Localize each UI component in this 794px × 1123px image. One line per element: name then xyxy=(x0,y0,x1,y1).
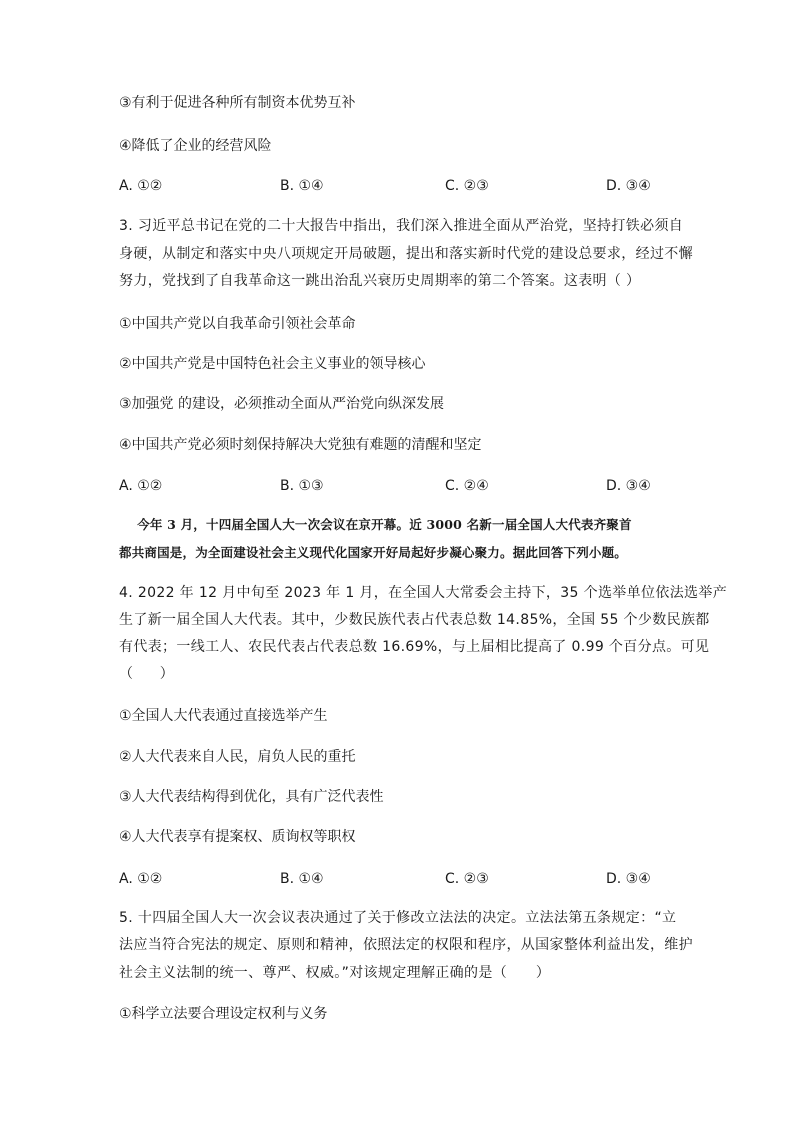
q2-statement-4: ④降低了企业的经营风险 xyxy=(119,138,272,154)
q4-stem-line-4: （ ） xyxy=(119,666,174,682)
q3-stem-line-2: 身硬，从制定和落实中央八项规定开局破题，提出和落实新时代党的建设总要求，经过不懈 xyxy=(119,246,693,262)
q3-statement-1: ①中国共产党以自我革命引领社会革命 xyxy=(119,316,356,332)
q3-stem-line-3: 努力，党找到了自我革命这一跳出治乱兴衰历史周期率的第二个答案。这表明（ ） xyxy=(119,273,641,289)
material-line-2: 都共商国是，为全面建设社会主义现代化国家开好局起好步凝心聚力。据此回答下列小题。 xyxy=(119,545,628,560)
q3-options xyxy=(119,476,679,496)
q5-stem-line-3: 社会主义法制的统一、尊严、权威。”对该规定理解正确的是（ ） xyxy=(119,965,551,981)
q3-stem-line-1: 3. 习近平总书记在党的二十大报告中指出，我们深入推进全面从严治党，坚持打铁必须自 xyxy=(119,218,684,234)
q2-options xyxy=(119,176,679,196)
q4-stem-line-2: 生了新一届全国人大代表。其中，少数民族代表占代表总数 14.85%，全国 55 个少数民族都 xyxy=(119,612,710,628)
q4-options xyxy=(119,869,679,889)
q3-option-c: C. ②④ xyxy=(445,478,489,494)
q4-statement-2: ②人大代表来自人民，肩负人民的重托 xyxy=(119,749,356,765)
q3-option-d: D. ③④ xyxy=(606,478,651,494)
q2-option-b: B. ①④ xyxy=(280,178,324,194)
q5-statement-1: ①科学立法要合理设定权利与义务 xyxy=(119,1006,328,1022)
q2-option-d: D. ③④ xyxy=(606,178,651,194)
q4-statement-4: ④人大代表享有提案权、质询权等职权 xyxy=(119,829,356,845)
q4-option-b: B. ①④ xyxy=(280,871,324,887)
q4-statement-1: ①全国人大代表通过直接选举产生 xyxy=(119,708,328,724)
q3-option-b: B. ①③ xyxy=(280,478,324,494)
q2-option-c: C. ②③ xyxy=(445,178,489,194)
q3-statement-2: ②中国共产党是中国特色社会主义事业的领导核心 xyxy=(119,356,426,372)
q3-option-a: A. ①② xyxy=(119,478,163,494)
q4-statement-3: ③人大代表结构得到优化，具有广泛代表性 xyxy=(119,789,384,805)
q4-option-d: D. ③④ xyxy=(606,871,651,887)
material-line-1: 今年 3 月，十四届全国人大一次会议在京开幕。近 3000 名新一届全国人大代表齐聚首 xyxy=(119,517,632,532)
q5-stem-line-2: 法应当符合宪法的规定、原则和精神，依照法定的权限和程序，从国家整体利益出发，维护 xyxy=(119,937,693,953)
q4-stem-line-3: 有代表；一线工人、农民代表占代表总数 16.69%，与上届相比提高了 0.99 个百分点。可见 xyxy=(119,639,710,655)
q2-option-a: A. ①② xyxy=(119,178,163,194)
q4-option-c: C. ②③ xyxy=(445,871,489,887)
q5-stem-line-1: 5. 十四届全国人大一次会议表决通过了关于修改立法法的决定。立法法第五条规定：“立 xyxy=(119,910,677,926)
q2-statement-3: ③有利于促进各种所有制资本优势互补 xyxy=(119,95,356,111)
q3-statement-4: ④中国共产党必须时刻保持解决大党独有难题的清醒和坚定 xyxy=(119,437,482,453)
q4-stem-line-1: 4. 2022 年 12 月中旬至 2023 年 1 月，在全国人大常委会主持下，35 个选举单位依法选举产 xyxy=(119,585,728,601)
q3-statement-3: ③加强党 的建设，必须推动全面从严治党向纵深发展 xyxy=(119,396,444,412)
q4-option-a: A. ①② xyxy=(119,871,163,887)
